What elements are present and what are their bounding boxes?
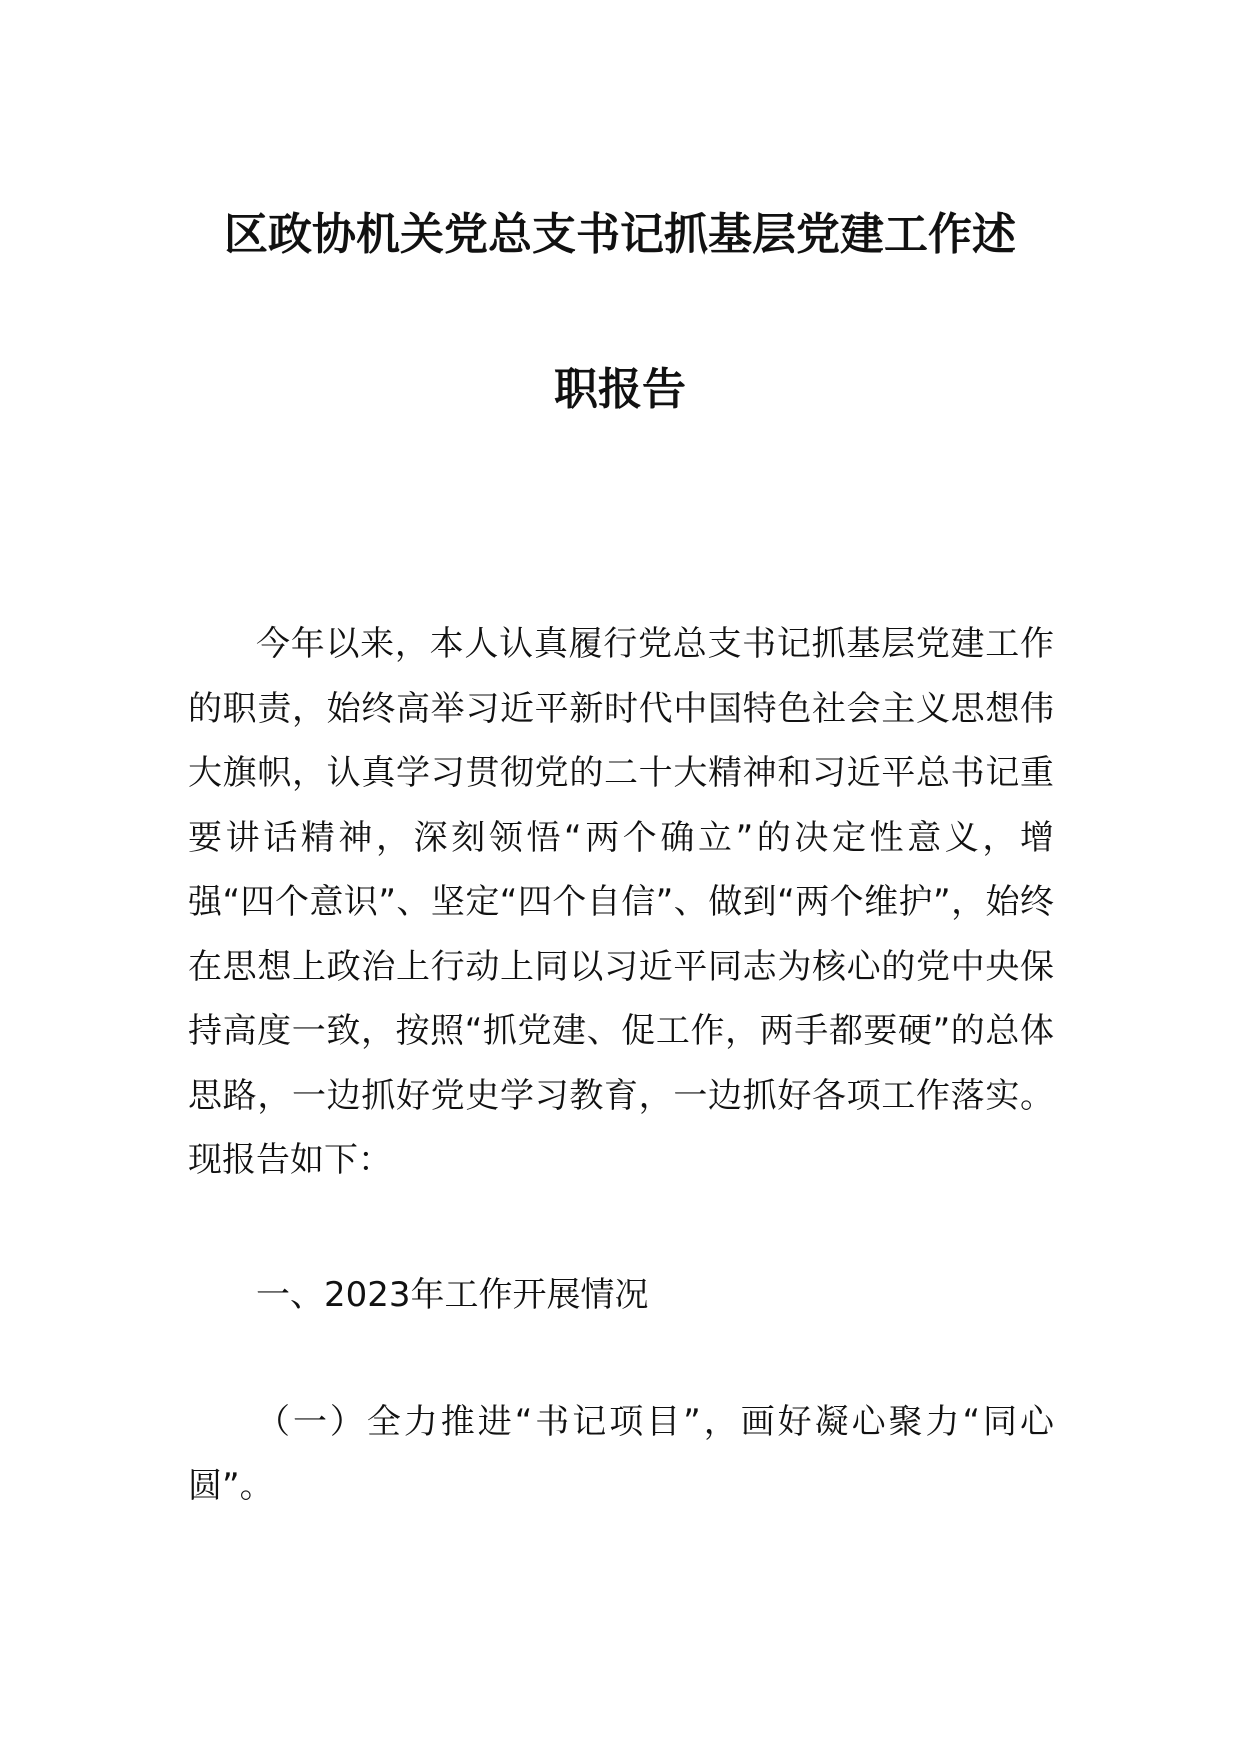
document-title-line-1: 区政协机关党总支书记抓基层党建工作述 xyxy=(224,209,1016,260)
subsection-heading: （一）全力推进“书记项目”，画好凝心聚力“同心圆”。 xyxy=(188,1402,1054,1506)
section-heading: 一、2023年工作开展情况 xyxy=(256,1275,649,1315)
intro-paragraph: 今年以来，本人认真履行党总支书记抓基层党建工作的职责，始终高举习近平新时代中国特色社会主义思想伟大旗帜，认真学习贯彻党的二十大精神和习近平总书记重要讲话精神，深刻领悟“两个确立”的决定性意义，增强“四个意识”、坚定“四个自信”、做到“两个维护”，始终在思想上政治上行动上同以习近平同志为核心的党中央保持高度一致，按照“抓党建、促工作，两手都要硬”的总体思路，一边抓好党史学习教育，一边抓好各项工作落实。现报告如下： xyxy=(188,624,1054,1180)
document-title-line-2: 职报告 xyxy=(554,364,686,415)
